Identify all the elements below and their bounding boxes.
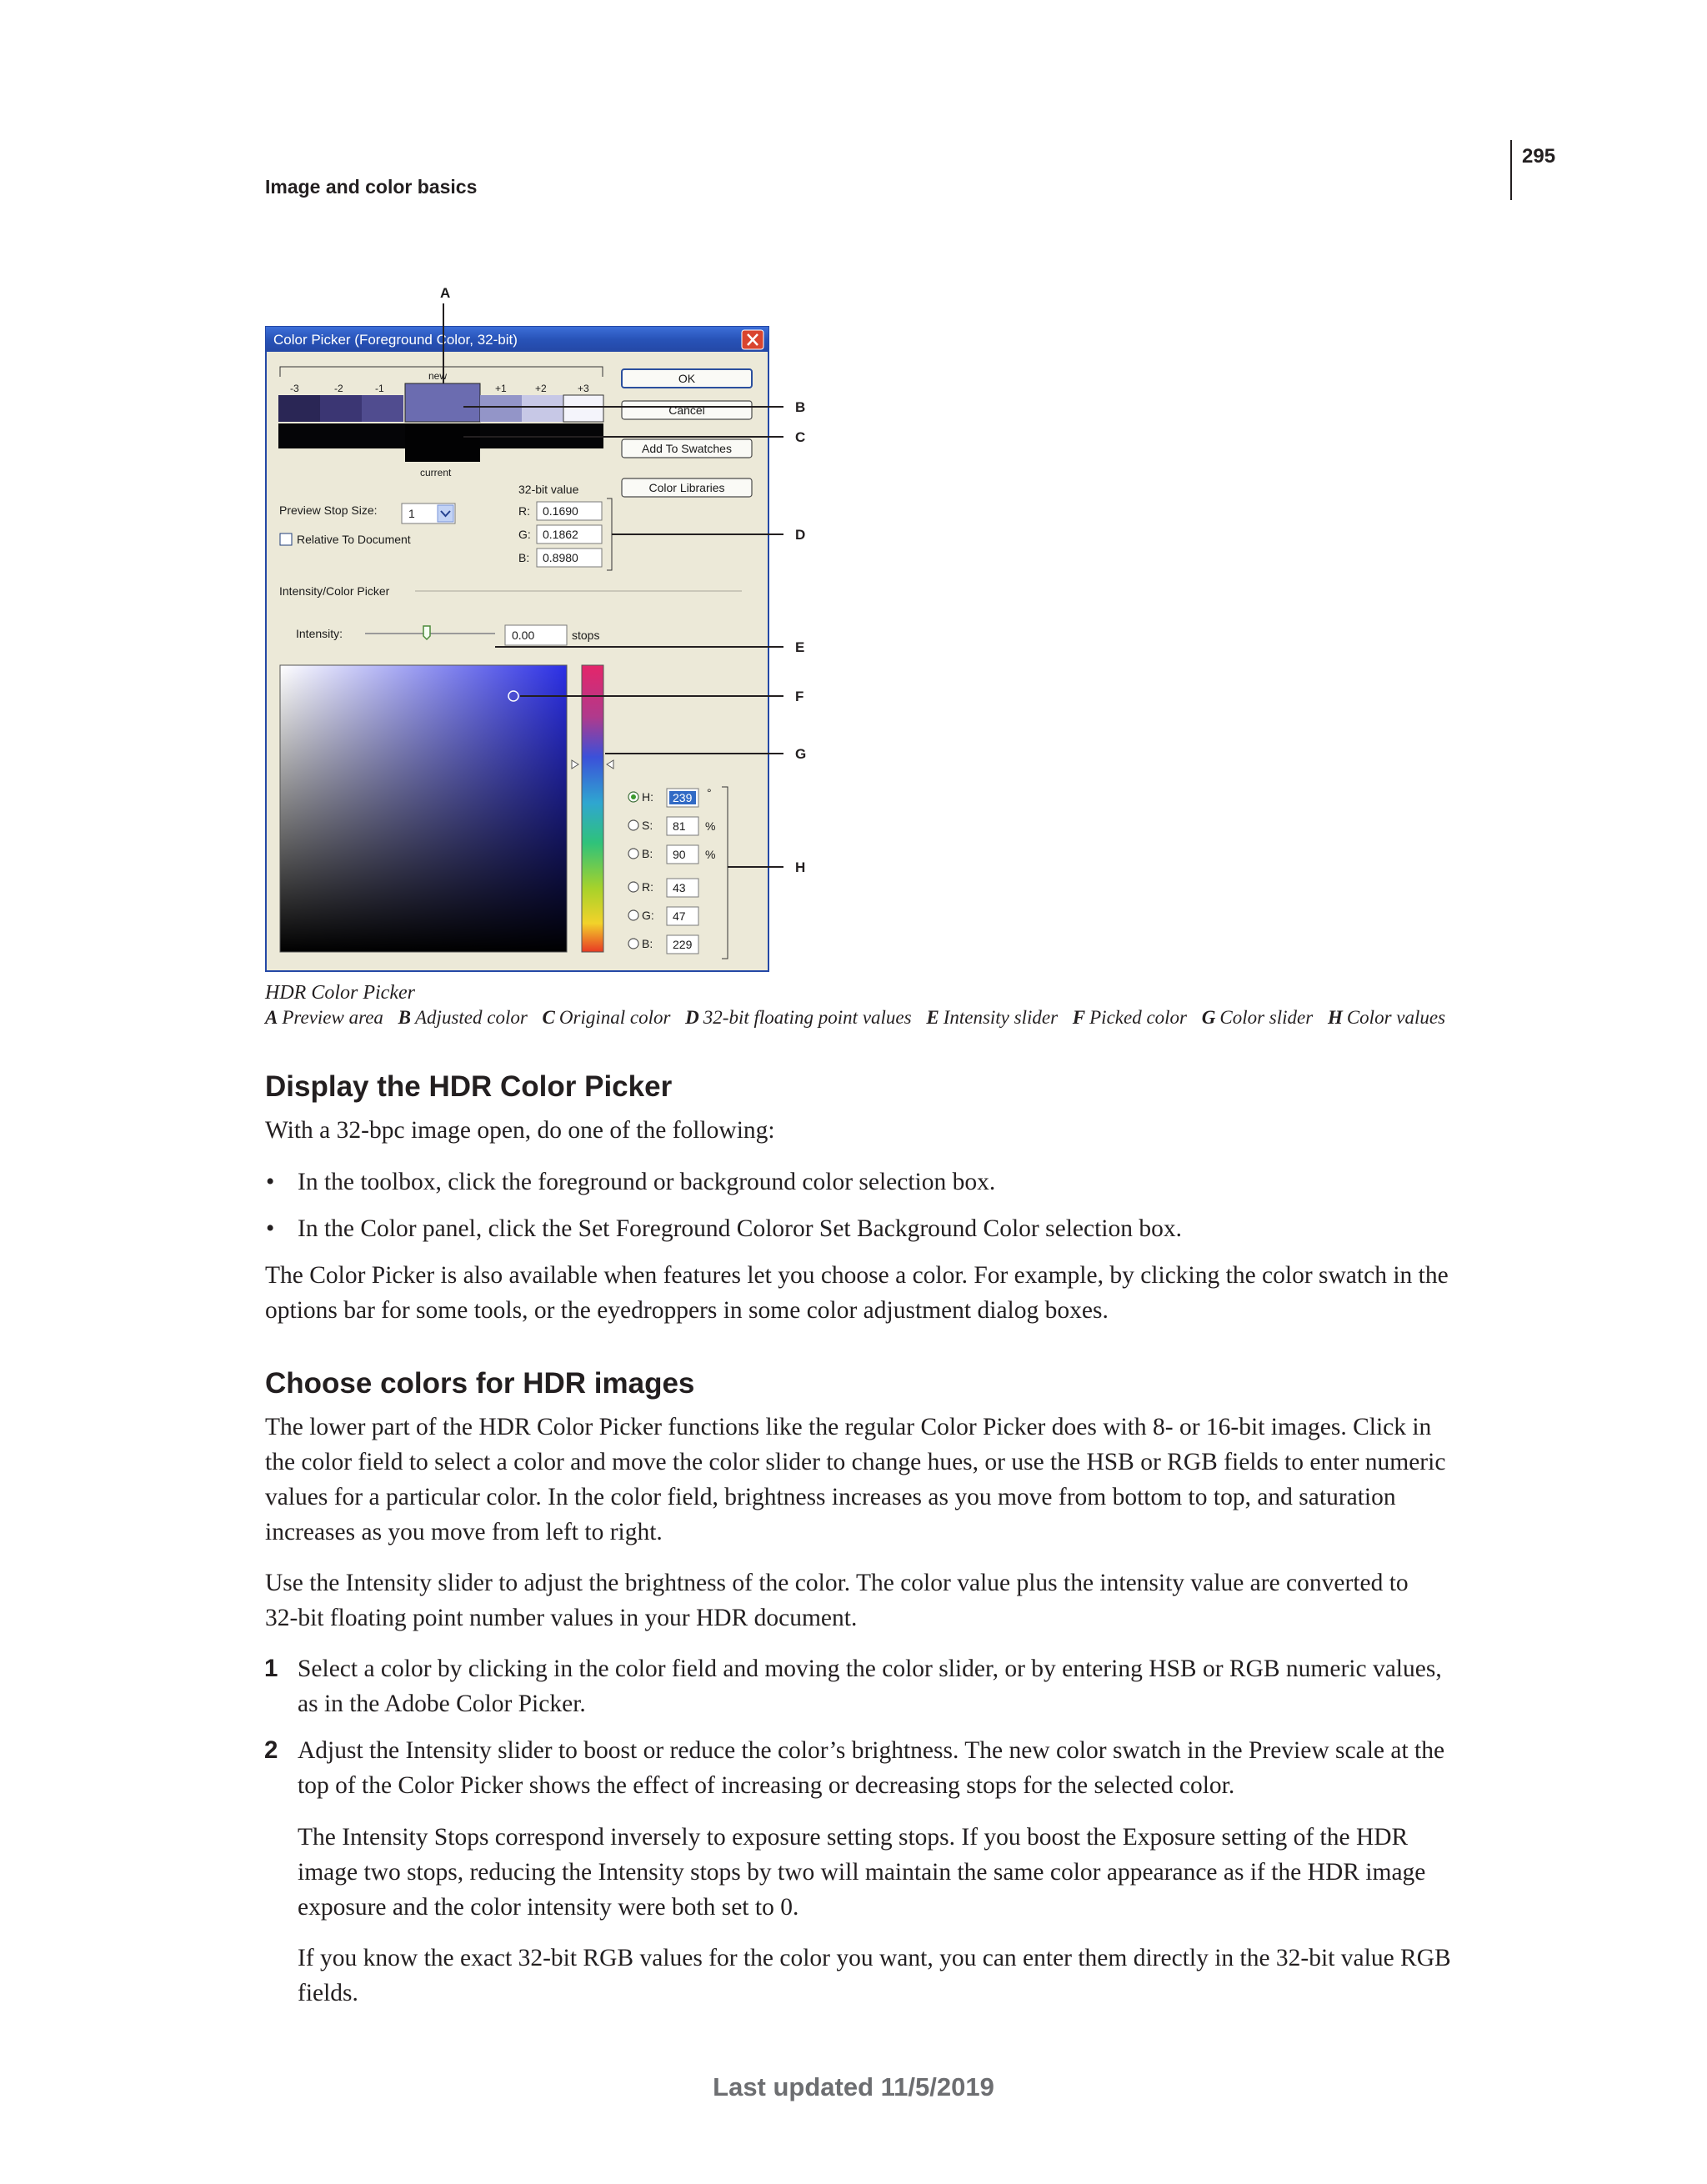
page-footer: Last updated 11/5/2019: [713, 2072, 994, 2101]
ok-button[interactable]: [622, 369, 752, 388]
svg-text:43: 43: [673, 881, 686, 894]
step-2-note-1: The Intensity Stops correspond inversely to exposure setting stops. If you boost the Exposure setting of the HDR image two stops, reducing the Intensity stops by two will maintain the same color appearance as if the HDR image exposure and the color intensity were both set to 0.: [298, 1824, 1426, 1921]
svg-text:B:: B:: [642, 847, 653, 860]
header-rule: [1510, 140, 1512, 200]
legend-text: Adjusted color: [415, 1007, 528, 1028]
legend-letter: D: [685, 1007, 699, 1028]
svg-text:47: 47: [673, 909, 686, 923]
callout-g-label: G: [795, 746, 807, 762]
intensity-slider-thumb: [423, 626, 430, 639]
list-item: • In the Color panel, click the Set Foreground Coloror Set Background Color selection box.: [266, 1215, 1182, 1242]
figure-caption-title: HDR Color Picker: [265, 982, 415, 1004]
legend-text: Original color: [558, 1007, 671, 1028]
add-to-swatches-button[interactable]: [622, 439, 752, 458]
preview-current-label: current: [420, 467, 452, 478]
intensity-label: Intensity:: [296, 627, 343, 640]
callout-c-label: C: [795, 429, 806, 445]
svg-text:S:: S:: [642, 819, 653, 832]
legend-letter: H: [1327, 1007, 1343, 1028]
svg-text:OK: OK: [678, 372, 696, 385]
stop-label-minus3: -3: [290, 383, 299, 394]
intensity-field[interactable]: [505, 625, 567, 645]
svg-text:81: 81: [673, 819, 686, 833]
callout-h-label: H: [795, 859, 806, 875]
svg-text:0.1862: 0.1862: [543, 528, 578, 541]
legend-text: Picked color: [1089, 1007, 1187, 1028]
running-head: Image and color basics: [265, 176, 478, 198]
current-color-swatch: [405, 423, 480, 462]
section-heading-display: Display the HDR Color Picker: [265, 1070, 673, 1103]
intensity-group-label: Intensity/Color Picker: [279, 584, 390, 598]
legend-text: Color slider: [1219, 1007, 1314, 1028]
svg-text:90: 90: [673, 848, 686, 861]
section-heading-choose: Choose colors for HDR images: [265, 1367, 695, 1400]
bit32-b-field[interactable]: [537, 549, 602, 567]
intensity-unit: stops: [572, 629, 600, 642]
bit32-r-field[interactable]: [537, 502, 602, 520]
svg-text:0.8980: 0.8980: [543, 551, 578, 564]
figure-caption-legend: [265, 1007, 1455, 1029]
stop-label-minus1: -1: [375, 383, 384, 394]
callout-f-label: F: [795, 689, 804, 704]
new-color-swatch: [405, 383, 480, 422]
svg-text:%: %: [705, 848, 716, 861]
page-number: 295: [1522, 145, 1556, 168]
svg-text:°: °: [707, 786, 712, 799]
bit32-g-field[interactable]: [537, 525, 602, 543]
legend-letter: B: [398, 1007, 411, 1028]
svg-text:G:: G:: [518, 528, 531, 541]
preview-stop-size-label: Preview Stop Size:: [279, 503, 378, 517]
step-2-note-2: If you know the exact 32-bit RGB values for the color you want, you can enter them directly in the 32-bit value RGB fields.: [298, 1945, 1451, 2006]
section1-paragraph: The Color Picker is also available when features let you choose a color. For example, by clicking the color swatch in the options bar for some tools, or the eyedroppers in some color adjustment dialog boxes.: [265, 1262, 1449, 1324]
legend-letter: G: [1201, 1007, 1216, 1028]
list-item-text: In the toolbox, click the foreground or background color selection box.: [298, 1169, 996, 1195]
legend-letter: C: [542, 1007, 555, 1028]
dialog-title: Color Picker (Foreground Color, 32-bit): [273, 332, 518, 348]
preview-new-label: new: [428, 370, 448, 382]
svg-text:Relative To Document: Relative To Document: [297, 533, 411, 546]
legend-text: Color values: [1346, 1007, 1446, 1028]
section2-paragraph-2: Use the Intensity slider to adjust the brightness of the color. The color value plus the intensity value are converted to 32-bit floating point number values in your HDR document.: [265, 1570, 1409, 1631]
svg-text:Cancel: Cancel: [668, 403, 705, 417]
callout-d-label: D: [795, 527, 806, 543]
figure-svg: [265, 283, 1515, 979]
preview-stop-size-select[interactable]: [402, 503, 455, 523]
list-item-text: In the Color panel, click the Set Foreground Coloror Set Background Color selection box.: [298, 1215, 1182, 1242]
svg-text:R:: R:: [642, 880, 653, 894]
svg-text:B:: B:: [518, 551, 530, 564]
legend-letter: E: [926, 1007, 939, 1028]
svg-text:239: 239: [673, 791, 693, 804]
section1-intro: With a 32-bpc image open, do one of the following:: [265, 1117, 775, 1144]
svg-text:0.1690: 0.1690: [543, 504, 578, 518]
step-item: 2 Adjust the Intensity slider to boost or reduce the color’s brightness. The new color swatch in the Preview scale at the top of the Color Picker shows the effect of increasing or decreasing stops for the selected color.: [264, 1736, 1445, 1799]
svg-text:%: %: [705, 819, 716, 833]
stop-label-plus1: +1: [495, 383, 507, 394]
list-item: • In the toolbox, click the foreground or background color selection box.: [266, 1169, 996, 1195]
stop-label-plus3: +3: [578, 383, 589, 394]
section2-paragraph-1: The lower part of the HDR Color Picker functions like the regular Color Picker does with 8- or 16-bit images. Click in the color field to select a color and move the color slider to change hues, or use the HSB or RGB fields to enter numeric values for a particular color. In the color field, brightness increases as you move from bottom to top, and saturation increases as you move from left to right.: [265, 1414, 1446, 1545]
callout-e-label: E: [795, 639, 805, 655]
legend-text: Intensity slider: [943, 1007, 1059, 1028]
legend-text: Preview area: [282, 1007, 383, 1028]
svg-text:1: 1: [408, 507, 415, 520]
hdr-color-picker-figure: [265, 283, 1515, 979]
callout-a-label: A: [440, 285, 451, 301]
stop-label-minus2: -2: [334, 383, 343, 394]
svg-text:0.00: 0.00: [512, 629, 535, 642]
relative-to-document-checkbox[interactable]: [280, 533, 411, 546]
color-field[interactable]: [280, 665, 567, 952]
bit32-label: 32-bit value: [518, 483, 579, 496]
color-libraries-button[interactable]: [622, 478, 752, 497]
svg-text:B:: B:: [642, 937, 653, 950]
close-icon[interactable]: [742, 330, 763, 349]
step-item: 1 Select a color by clicking in the color field and moving the color slider, or by entering HSB or RGB numeric values, as in the Adobe Color Picker.: [264, 1655, 1442, 1717]
callout-b-label: B: [795, 399, 806, 415]
svg-text:Color Libraries: Color Libraries: [648, 481, 725, 494]
color-picker-dialog: [266, 327, 768, 971]
cancel-button[interactable]: [622, 401, 752, 419]
svg-text:229: 229: [673, 938, 693, 951]
legend-text: 32-bit floating point values: [703, 1007, 912, 1028]
svg-text:H:: H:: [642, 790, 653, 804]
svg-text:G:: G:: [642, 909, 654, 922]
svg-text:R:: R:: [518, 504, 530, 518]
legend-letter: A: [265, 1007, 278, 1028]
svg-text:Add To Swatches: Add To Swatches: [642, 442, 732, 455]
stop-label-plus2: +2: [535, 383, 547, 394]
legend-letter: F: [1072, 1007, 1086, 1028]
